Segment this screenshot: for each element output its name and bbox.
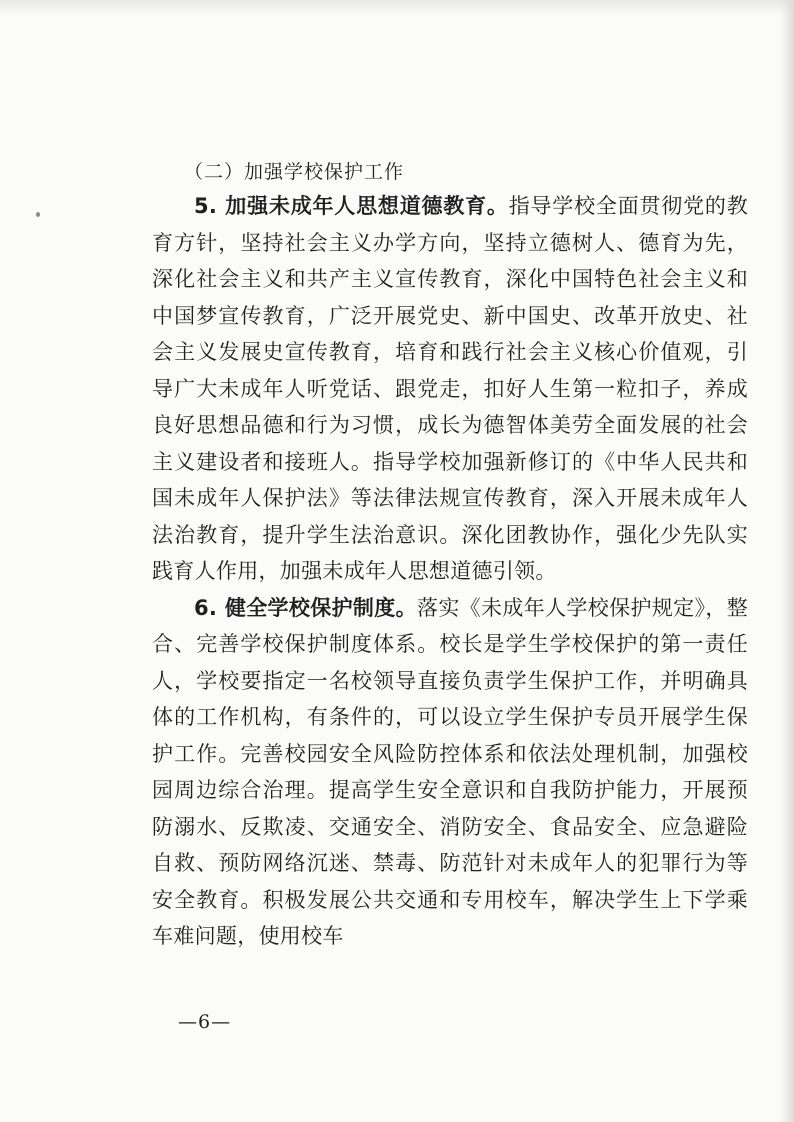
- paragraph-6: [152, 590, 748, 955]
- paragraph-6-body: 落实《未成年人学校保护规定》，整合、完善学校保护制度体系。校长是学生学校保护的第一责任人，学校要指定一名校领导直接负责学生保护工作，并明确具体的工作机构，有条件的，可以设立学生保护专员开展学生保护工作。完善校园安全风险防控体系和依法处理机制，加强校园周边综合治理。提高学生安全意识和自我防护能力，开展预防溺水、反欺凌、交通安全、消防安全、食品安全、应急避险自救、预防网络沉迷、禁毒、防范针对未成年人的犯罪行为等安全教育。积极发展公共交通和专用校车，解决学生上下学乘车难问题，使用校车: [152, 595, 748, 948]
- document-body: [152, 156, 748, 955]
- section-heading: （二）加强学校保护工作: [184, 161, 405, 183]
- paragraph-5-body: 指导学校全面贯彻党的教育方针，坚持社会主义办学方向，坚持立德树人、德育为先，深化社会主义和共产主义宣传教育，深化中国特色社会主义和中国梦宣传教育，广泛开展党史、新中国史、改革开放史、社会主义发展史宣传教育，培育和践行社会主义核心价值观，引导广大未成年人听党话、跟党走，扣好人生第一粒扣子，养成良好思想品德和行为习惯，成长为德智体美劳全面发展的社会主义建设者和接班人。指导学校加强新修订的《中华人民共和国未成年人保护法》等法律法规宣传教育，深入开展未成年人法治教育，提升学生法治意识。深化团教协作，强化少先队实践育人作用，加强未成年人思想道德引领。: [152, 194, 748, 583]
- scan-speck: [36, 212, 40, 217]
- paragraph-5: [152, 188, 748, 590]
- paragraph-6-lead: 6. 健全学校保护制度。: [194, 595, 417, 620]
- paragraph-5-lead: 5. 加强未成年人思想道德教育。: [194, 194, 509, 218]
- scan-edge-top: [0, 0, 794, 16]
- scan-edge-right: [780, 0, 794, 1122]
- page-number: —6—: [178, 1011, 232, 1033]
